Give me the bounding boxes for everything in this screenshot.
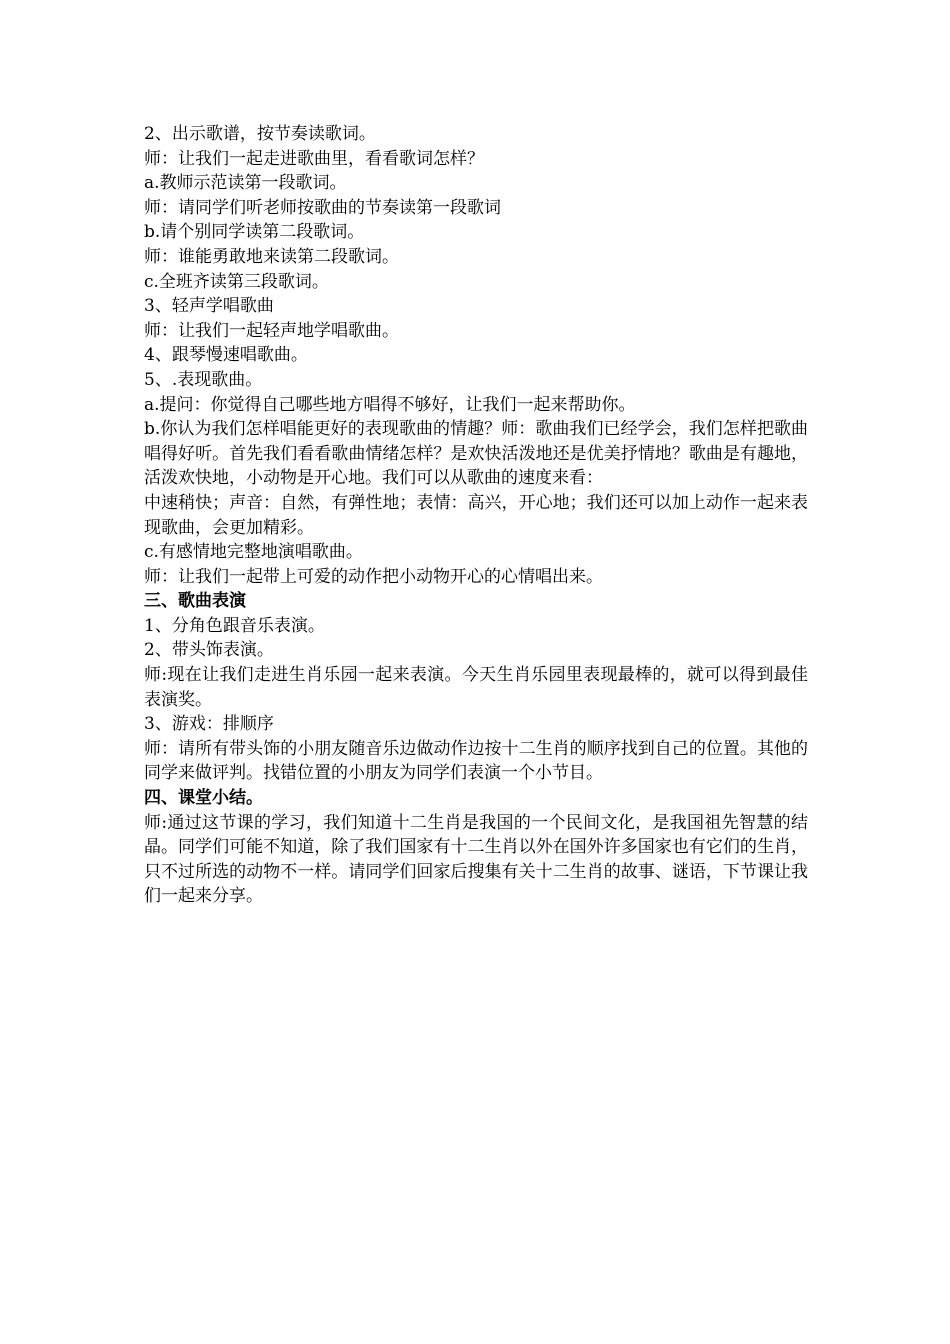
sub-step-a: a.教师示范读第一段歌词。 xyxy=(144,173,347,194)
document-body xyxy=(144,122,808,909)
summary-paragraph: 师:通过这节课的学习，我们知道十二生肖是我国的一个民间文化，是我国祖先智慧的结晶。同学们可能不知道，除了我们国家有十二生肖以外在国外许多国家也有它们的生肖，只不过所选的动物不一样。请同学们回家后搜集有关十二生肖的故事、谜语，下节课让我们一起来分享。 xyxy=(144,812,808,907)
section-heading-performance: 三、歌曲表演 xyxy=(144,591,246,612)
teacher-paragraph: 师:现在让我们走进生肖乐园一起来表演。今天生肖乐园里表现最棒的，就可以得到最佳表演奖。 xyxy=(144,665,808,710)
step-3-title: 3、轻声学唱歌曲 xyxy=(144,296,274,317)
section-heading-summary: 四、课堂小结。 xyxy=(144,788,263,809)
teacher-line: 师：请同学们听老师按歌曲的节奏读第一段歌词 xyxy=(144,197,501,218)
performance-step-2: 2、带头饰表演。 xyxy=(144,640,274,661)
sub-step-c: c.全班齐读第三段歌词。 xyxy=(144,271,329,292)
teacher-line: 师：让我们一起带上可爱的动作把小动物开心的心情唱出来。 xyxy=(144,566,603,587)
sub-step-a: a.提问：你觉得自己哪些地方唱得不够好，让我们一起来帮助你。 xyxy=(144,394,636,415)
teacher-line: 师：谁能勇敢地来读第二段歌词。 xyxy=(144,246,399,267)
step-4-title: 4、跟琴慢速唱歌曲。 xyxy=(144,345,308,366)
teacher-paragraph: 师：请所有带头饰的小朋友随音乐边做动作边按十二生肖的顺序找到自己的位置。其他的同学来做评判。找错位置的小朋友为同学们表演一个小节目。 xyxy=(144,738,808,784)
sub-step-b-paragraph: b.你认为我们怎样唱能更好的表现歌曲的情趣？师：歌曲我们已经学会，我们怎样把歌曲唱得好听。首先我们看看歌曲情绪怎样？是欢快活泼地还是优美抒情地？歌曲是有趣地，活泼欢快地，小动物是开心地。我们可以从歌曲的速度来看： xyxy=(144,419,808,489)
tempo-paragraph: 中速稍快；声音：自然，有弹性地；表情：高兴，开心地；我们还可以加上动作一起来表现歌曲，会更加精彩。 xyxy=(144,492,808,538)
step-2-title: 2、出示歌谱，按节奏读歌词。 xyxy=(144,124,376,144)
performance-step-3: 3、游戏：排顺序 xyxy=(144,714,274,735)
sub-step-c: c.有感情地完整地演唱歌曲。 xyxy=(144,542,363,563)
sub-step-b: b.请个别同学读第二段歌词。 xyxy=(144,222,365,243)
performance-step-1: 1、分角色跟音乐表演。 xyxy=(144,615,325,636)
teacher-line: 师：让我们一起轻声地学唱歌曲。 xyxy=(144,320,399,341)
teacher-line: 师：让我们一起走进歌曲里，看看歌词怎样？ xyxy=(144,148,484,169)
step-5-title: 5、.表现歌曲。 xyxy=(144,369,263,390)
